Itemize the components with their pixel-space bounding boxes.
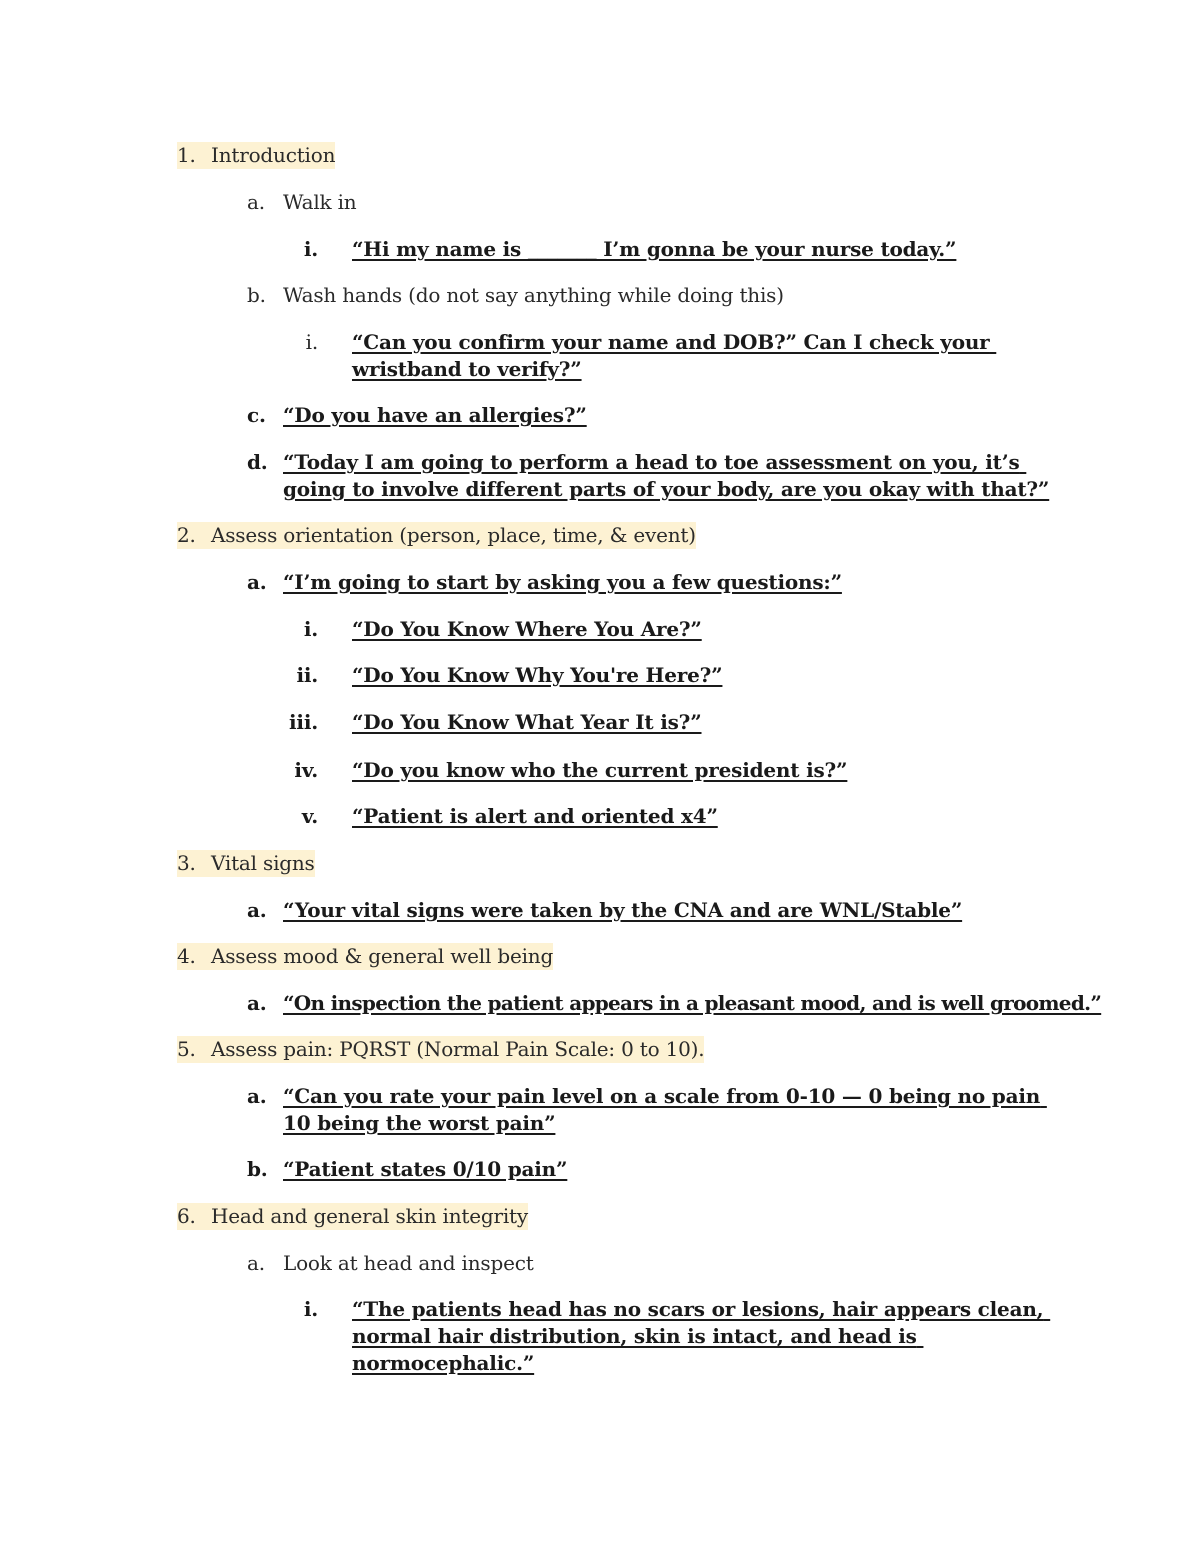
list-item [247,189,357,216]
section-number: 5. [177,1037,196,1061]
list-item-text: “Your vital signs were taken by the CNA and are WNL/Stable” [283,898,963,922]
section-number: 4. [177,944,196,968]
section-title: Head and general skin integrity [211,1204,528,1228]
list-marker: d. [247,450,268,474]
list-marker: b. [247,1157,268,1181]
list-marker: i. [303,617,318,641]
section-number: 3. [177,851,196,875]
list-item-text: Wash hands (do not say anything while doing this) [283,283,784,307]
section-number: 2. [177,523,196,547]
list-item [247,1083,1058,1137]
list-marker: a. [247,898,267,922]
section-heading-introduction [177,142,335,169]
list-marker: i. [303,237,318,261]
list-marker: a. [247,1251,265,1275]
list-item [280,616,702,643]
list-item-text: “Can you confirm your name and DOB?” Can I check your wristband to verify?” [352,330,997,381]
list-item-text: Look at head and inspect [283,1251,534,1275]
section-heading-pain [177,1036,704,1063]
list-item [280,757,847,784]
section-heading-orientation [177,522,696,549]
section-number: 1. [177,143,196,167]
list-item [247,449,1058,503]
list-item [247,282,784,309]
list-item [280,236,956,263]
list-item-text: “Do you know who the current president is?” [352,758,848,782]
list-item-text: “On inspection the patient appears in a pleasant mood, and is well groomed.” [283,991,1102,1015]
list-item [280,662,722,689]
list-marker: a. [247,991,267,1015]
list-item-text: “Today I am going to perform a head to toe assessment on you, it’s going to involve different parts of your body, are you okay with that?” [283,450,1050,501]
section-title: Vital signs [211,851,315,875]
list-item-text: “Can you rate your pain level on a scale from 0-10 — 0 being no pain 10 being the worst pain” [283,1084,1047,1135]
section-number: 6. [177,1204,196,1228]
list-marker: i. [305,330,318,354]
list-item [247,569,842,596]
list-item-text: “I’m going to start by asking you a few questions:” [283,570,842,594]
list-item [247,990,1101,1017]
list-item [247,1250,534,1277]
list-item [280,803,718,830]
list-item-text: Walk in [283,190,357,214]
list-marker: a. [247,190,265,214]
list-marker: iv. [294,758,318,782]
list-marker: i. [303,1297,318,1321]
list-item-text: “Hi my name is _______ I’m gonna be your nurse today.” [352,237,957,261]
list-marker: ii. [296,663,318,687]
list-marker: c. [247,403,266,427]
list-item [247,1156,567,1183]
section-title: Assess mood & general well being [211,944,554,968]
list-item-text: “Do You Know Where You Are?” [352,617,702,641]
list-marker: v. [301,804,318,828]
list-item-text: “Patient is alert and oriented x4” [352,804,718,828]
list-item [280,709,702,736]
section-title: Assess orientation (person, place, time, & event) [211,523,696,547]
list-marker: a. [247,1084,267,1108]
list-item-text: “Do You Know Why You're Here?” [352,663,723,687]
list-item-text: “Do you have an allergies?” [283,403,587,427]
list-item-text: “The patients head has no scars or lesions, hair appears clean, normal hair distribution, skin is intact, and head is normocephalic.” [352,1297,1051,1375]
list-item [247,402,587,429]
list-item [280,1296,1060,1377]
list-item [247,897,962,924]
list-marker: iii. [289,710,318,734]
section-heading-head-skin [177,1203,528,1230]
list-item [280,329,1060,383]
list-item-text: “Patient states 0/10 pain” [283,1157,568,1181]
section-heading-mood [177,943,553,970]
section-heading-vital-signs [177,850,315,877]
list-marker: b. [247,283,266,307]
list-marker: a. [247,570,267,594]
list-item-text: “Do You Know What Year It is?” [352,710,702,734]
section-title: Assess pain: PQRST (Normal Pain Scale: 0 to 10). [211,1037,705,1061]
section-title: Introduction [211,143,336,167]
